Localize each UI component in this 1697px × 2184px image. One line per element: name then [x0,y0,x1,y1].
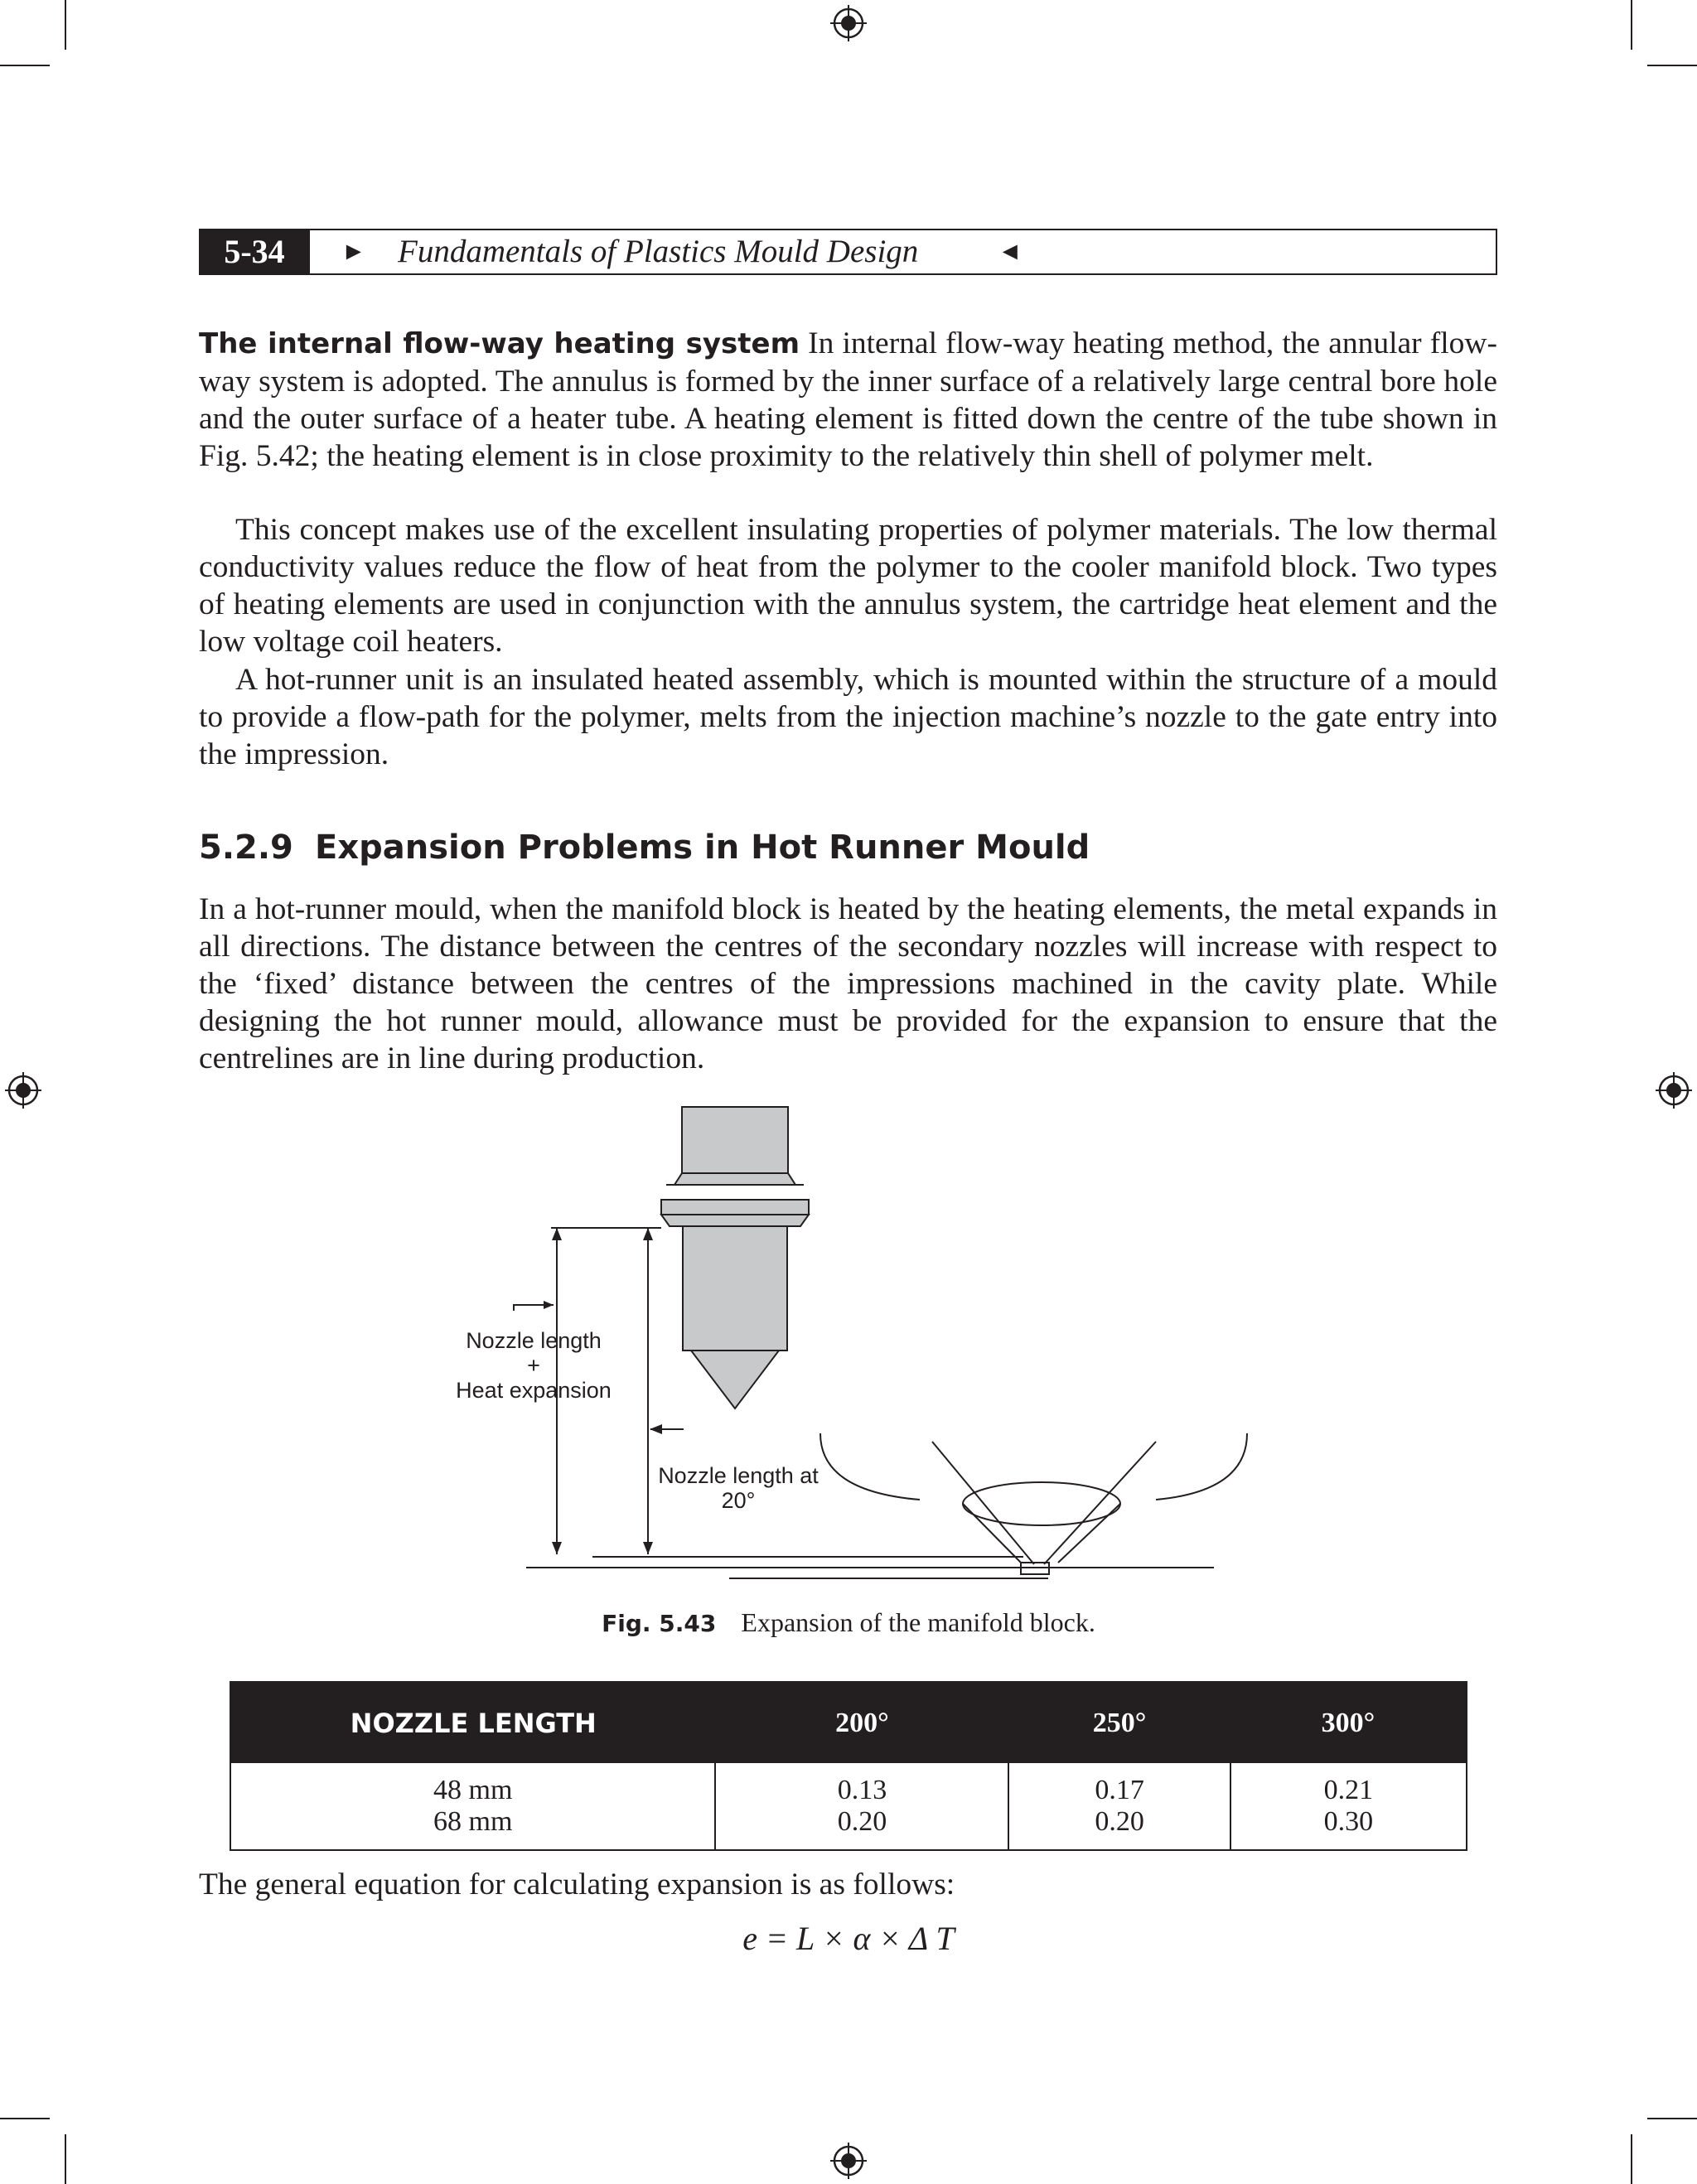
label-line: Heat expansion [456,1378,612,1403]
paragraph-insulating: This concept makes use of the excellent insulating properties of polymer materials. The low thermal conductivity values reduce the flow of heat from the polymer to the cooler manifold block. Two types of heating elements are used in conjunction with the annulus system, the cartridge heat element and the low voltage coil heaters. [199,513,1497,659]
caption-text: Expansion of the manifold block. [741,1607,1095,1637]
label-line: 20° [721,1488,756,1513]
cell-value: 48 mm [433,1775,513,1805]
expansion-table [230,1681,1467,1851]
nozzle-flange [661,1200,809,1215]
nozzle-tip [691,1351,779,1408]
cell-value: 68 mm [433,1806,513,1837]
table-cell [230,1763,715,1850]
paragraph-hot-runner-unit: A hot-runner unit is an insulated heated assembly, which is mounted within the structure of a mould to provide a flow-path for the polymer, melts from the injection machine’s nozzle to the gate entry into the impression. [199,663,1497,771]
label-line: + [527,1353,540,1378]
registration-mark-icon [830,2143,867,2179]
nozzle-collar [674,1173,795,1185]
cell-value: 0.21 [1323,1775,1374,1805]
nozzle-head [682,1107,788,1173]
run-in-heading: The internal flow-way heating system [199,327,800,360]
crop-mark [1631,2134,1632,2184]
cell-value: 0.20 [1095,1806,1144,1837]
paragraph-internal-flow-way [199,325,1497,475]
crop-mark [0,65,50,66]
figure-label-nozzle-heat [447,1328,621,1403]
nozzle-flange-chamfer [661,1215,809,1226]
table-row [230,1763,1467,1850]
table-header: 200° [715,1682,1008,1763]
paragraph-text: In internal flow-way heating method, the annular flow-way system is adopted. The annulus is formed by the inner surface of a relatively large central bore hole and the outer surface of a heater tube. A heating element is fitted down the centre of the tube shown in Fig. 5.42; the heating element is in close proximity to the relatively thin shell of polymer melt. [199,326,1497,473]
paragraph-expansion: In a hot-runner mould, when the manifold block is heated by the heating elements, the metal expands in all directions. The distance between the centres of the secondary nozzles will increase with respect to the ‘fixed’ distance between the centres of the impressions machined in the cavity plate. While designing the hot runner mould, allowance must be provided for the expansion to ensure that the centrelines are in line during production. [199,892,1497,1075]
cell-value: 0.13 [837,1775,887,1805]
arrow-left-icon: ◄ [998,238,1023,265]
label-line: Nozzle length [466,1328,602,1353]
table-header-row [230,1682,1467,1763]
crop-mark [1631,0,1632,50]
table-header: 250° [1008,1682,1230,1763]
crop-mark [1647,2118,1697,2119]
page-number: 5-34 [199,229,310,275]
table-header: 300° [1230,1682,1467,1763]
crop-mark [0,2118,50,2119]
crop-mark [65,0,66,50]
expansion-equation: e = L × α × Δ T [742,1920,955,1957]
registration-mark-icon [830,5,867,41]
section-title: Expansion Problems in Hot Runner Mould [315,829,1090,867]
book-title: Fundamentals of Plastics Mould Design [398,234,919,269]
crop-mark [1647,65,1697,66]
running-header [199,229,1497,275]
table-cell [1008,1763,1230,1850]
figure-number: Fig. 5.43 [602,1610,717,1637]
figure-caption [0,1607,1697,1638]
table-cell [715,1763,1008,1850]
section-number: 5.2.9 [199,829,293,867]
cell-value: 0.30 [1323,1806,1374,1837]
equation-intro: The general equation for calculating expansion is as follows: [199,1868,955,1901]
table-cell [1230,1763,1467,1850]
figure-label-nozzle-20 [651,1463,825,1513]
label-line: Nozzle length at [658,1463,819,1488]
figure-manifold-expansion [431,1094,1259,1591]
registration-mark-icon [1656,1072,1692,1109]
section-heading [199,829,1090,867]
table-header: NOZZLE LENGTH [230,1682,715,1763]
nozzle-body [683,1226,787,1351]
crop-mark [65,2134,66,2184]
registration-mark-icon [5,1072,41,1109]
cell-value: 0.20 [837,1806,887,1837]
arrow-right-icon: ► [341,238,366,265]
cell-value: 0.17 [1095,1775,1144,1805]
